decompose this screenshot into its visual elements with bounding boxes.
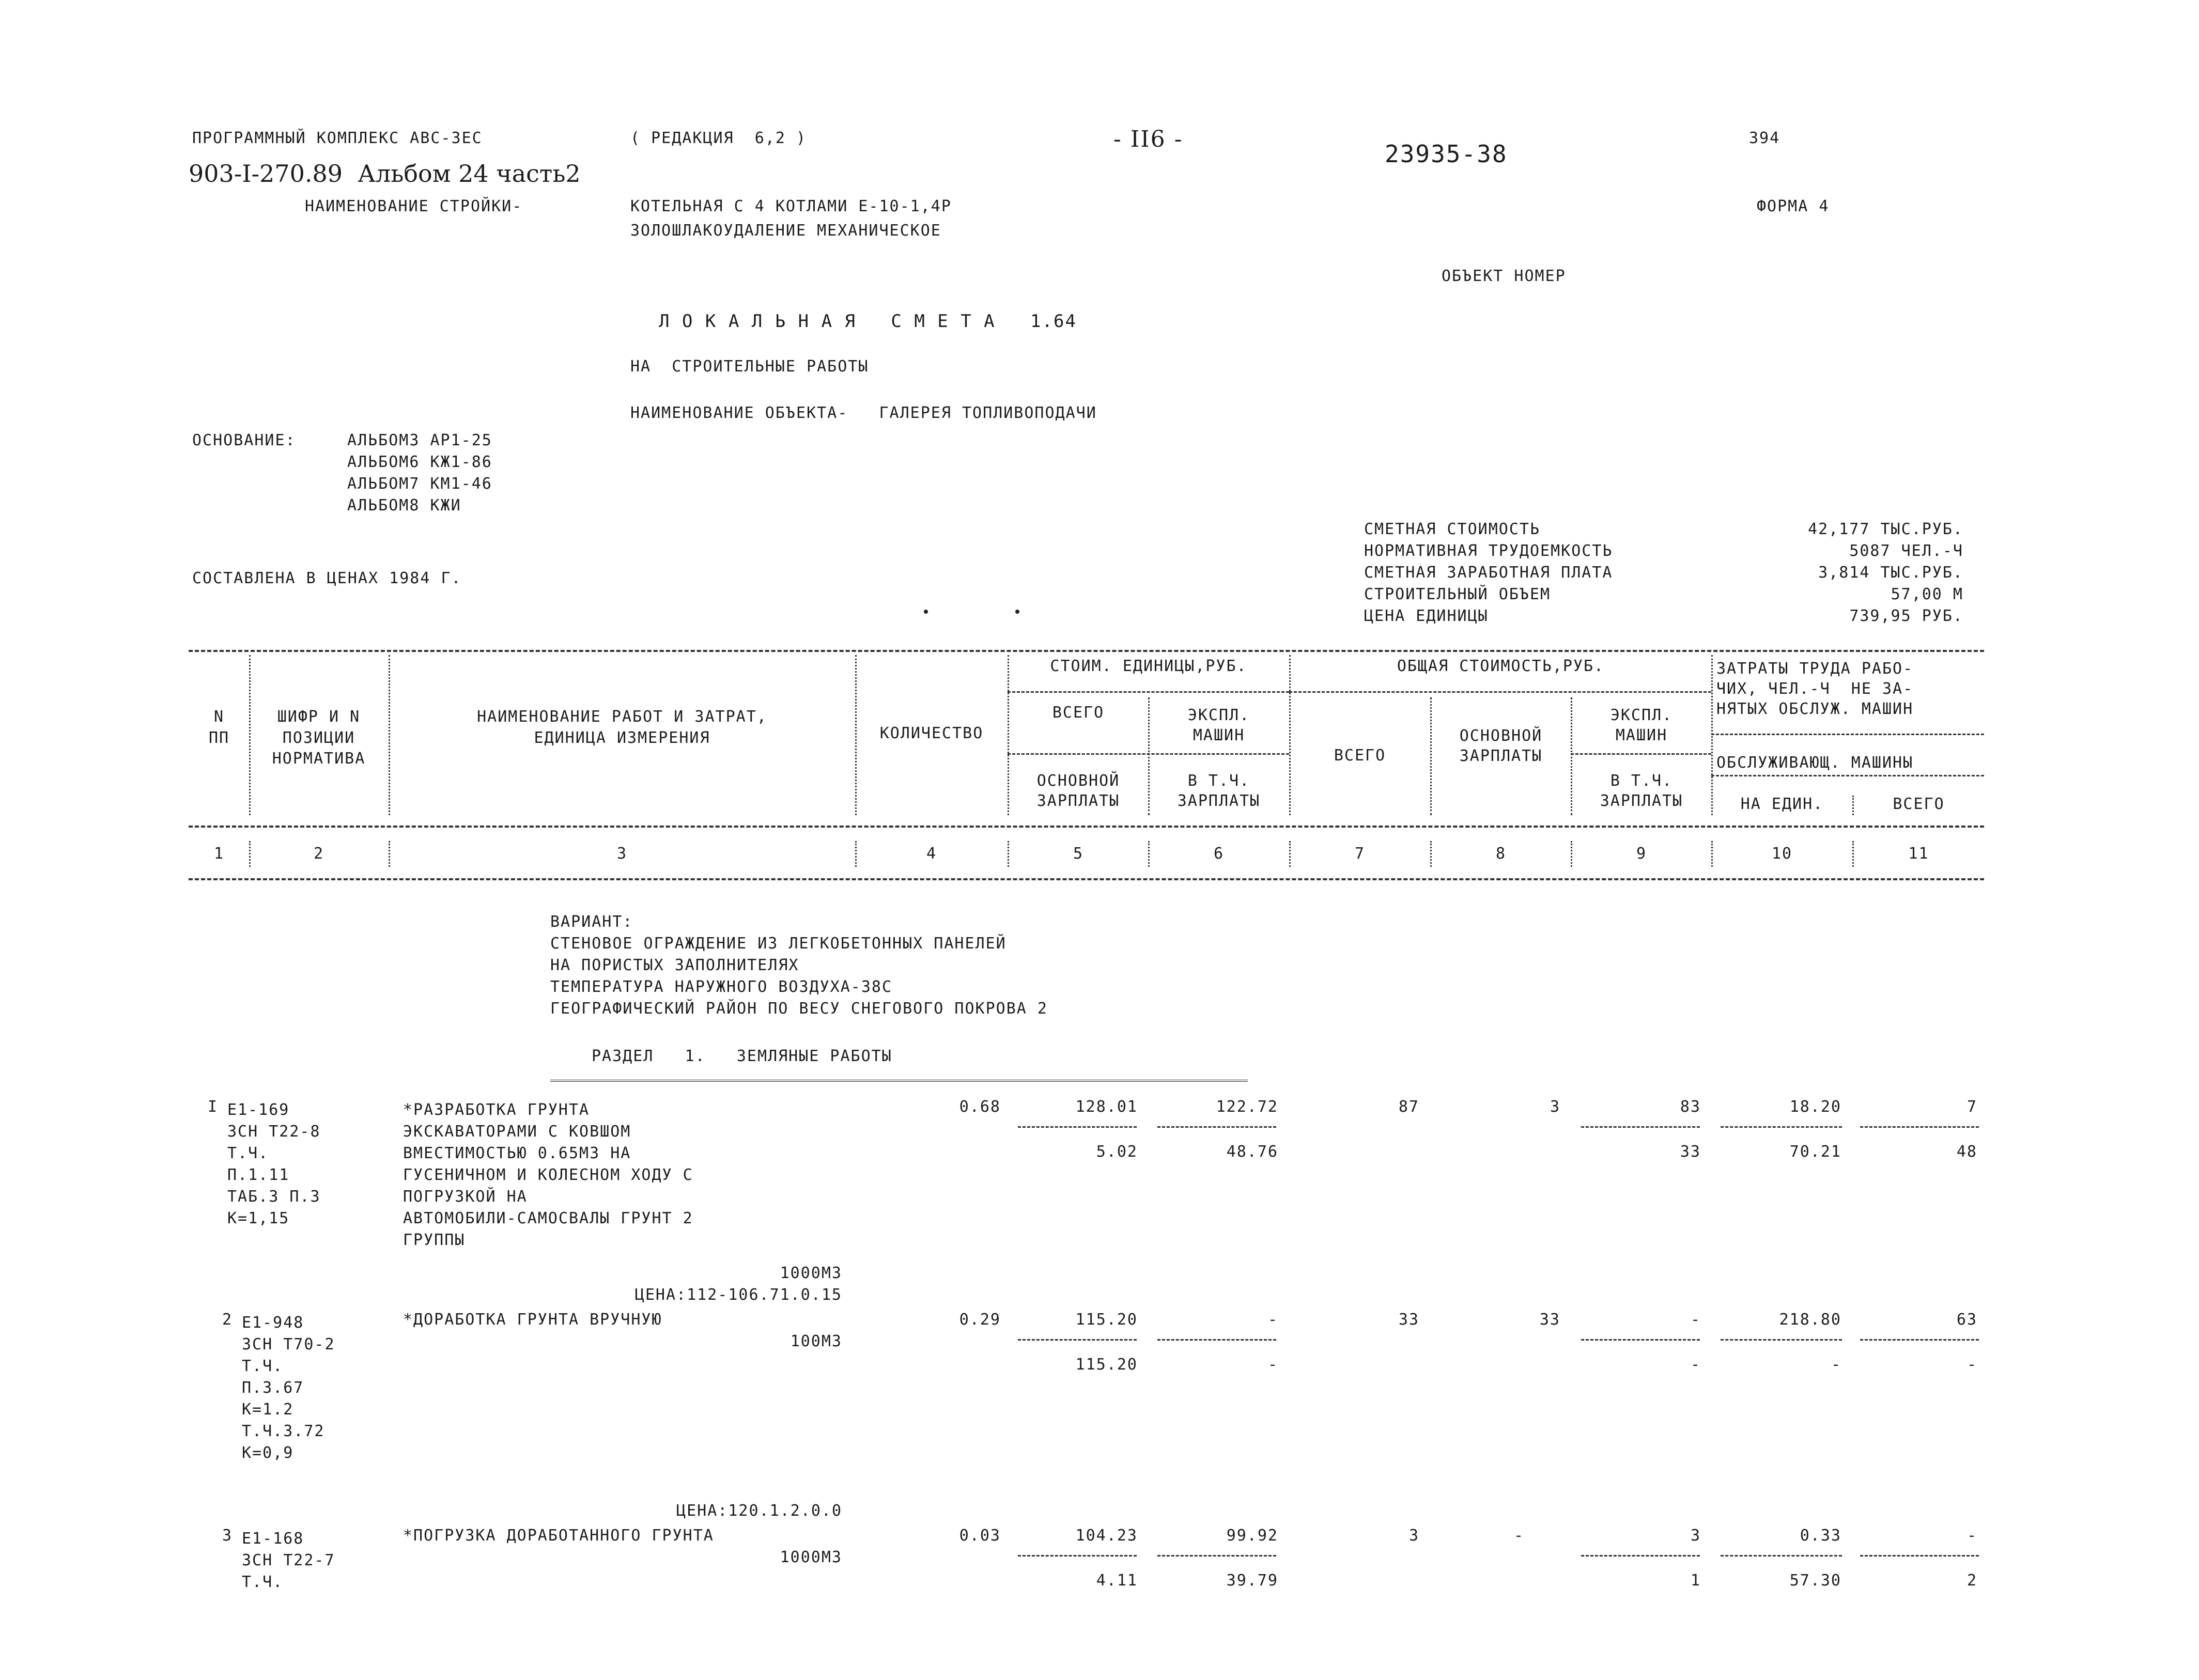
col-header-total-all: ВСЕГО: [1334, 746, 1386, 765]
column-separator: [1571, 841, 1572, 867]
column-number: 11: [1908, 845, 1929, 863]
header-subrule: [1711, 775, 1984, 776]
col-header-unit-total: ВСЕГО: [1052, 704, 1105, 722]
row-machine-labor-per-unit: 70.21: [1789, 1143, 1841, 1161]
column-number: 5: [1073, 845, 1084, 863]
col-header-total-basic-wage: ОСНОВНОЙ ЗАРПЛАТЫ: [1459, 727, 1543, 765]
row-unit-incl-wage: -: [1267, 1356, 1278, 1374]
col-header-labor-machines: ОБСЛУЖИВАЮЩ. МАШИНЫ: [1716, 754, 1914, 772]
column-separator: [855, 841, 857, 867]
summary-value: 739,95 РУБ.: [1849, 607, 1963, 625]
column-separator: [1711, 841, 1713, 867]
column-number: 3: [616, 845, 628, 863]
form-number: ФОРМА 4: [1757, 197, 1830, 215]
col-header-unit-incl-wage: В Т.Ч. ЗАРПЛАТЫ: [1177, 772, 1261, 810]
row-total-machines: -: [1690, 1311, 1701, 1329]
row-subline: [1860, 1339, 1979, 1341]
table-top-rule: [189, 650, 1984, 652]
header-subrule: [1008, 691, 1289, 693]
row-subline: [1157, 1126, 1276, 1128]
row-number: 2: [222, 1311, 233, 1329]
variant-line: ТЕМПЕРАТУРА НАРУЖНОГО ВОЗДУХА-38С: [550, 978, 893, 996]
row-total-incl-wage: 1: [1690, 1572, 1701, 1590]
album-reference: 903-I-270.89 Альбом 24 часть2: [189, 160, 581, 188]
row-machine-labor-all: 48: [1956, 1143, 1977, 1161]
row-subline: [1581, 1555, 1700, 1557]
construction-name-line1: КОТЕЛЬНАЯ С 4 КОТЛАМИ Е-10-1,4Р: [630, 197, 952, 215]
col-header-total-incl-wage: В Т.Ч. ЗАРПЛАТЫ: [1600, 772, 1683, 810]
construction-label: НАИМЕНОВАНИЕ СТРОЙКИ-: [305, 197, 523, 215]
row-subline: [1581, 1339, 1700, 1341]
row-total-machines: 3: [1690, 1527, 1701, 1545]
col-header-num: N ПП: [208, 708, 230, 747]
column-separator: [389, 841, 390, 867]
row-machine-labor-all: -: [1966, 1356, 1977, 1374]
header-subrule: [1711, 734, 1984, 735]
row-total-incl-wage: -: [1690, 1356, 1701, 1374]
col-header-unit-cost: СТОИМ. ЕДИНИЦЫ,РУБ.: [1050, 657, 1247, 675]
row-total: 33: [1398, 1311, 1419, 1329]
row-unit-basic-wage: 5.02: [1096, 1143, 1138, 1161]
construction-name-line2: ЗОЛОШЛАКОУДАЛЕНИЕ МЕХАНИЧЕСКОЕ: [630, 222, 941, 240]
row-code: Е1-168 ЗСН Т22-7 Т.Ч.: [242, 1530, 335, 1591]
summary-label: СТРОИТЕЛЬНЫЙ ОБЪЕМ: [1364, 585, 1551, 603]
row-unit-total: 104.23: [1075, 1527, 1138, 1545]
row-subline: [1018, 1126, 1137, 1128]
header-subrule: [1571, 753, 1711, 755]
summary-value: 5087 ЧЕЛ.-Ч: [1849, 542, 1963, 560]
column-separator: [1289, 841, 1291, 867]
row-unit-machines: 122.72: [1216, 1098, 1278, 1116]
column-number: 10: [1771, 845, 1793, 863]
column-separator: [1711, 655, 1713, 815]
col-header-code: ШИФР И N ПОЗИЦИИ НОРМАТИВА: [272, 708, 366, 768]
speck: [924, 610, 928, 614]
row-unit-total: 115.20: [1075, 1311, 1138, 1329]
row-labor-all: 63: [1956, 1311, 1977, 1329]
col-header-total-machines: ЭКСПЛ. МАШИН: [1610, 706, 1673, 744]
column-number: 1: [213, 845, 225, 863]
row-total-incl-wage: 33: [1680, 1143, 1701, 1161]
table-header-bottom-rule: [189, 878, 1984, 880]
page-number: - II6 -: [1113, 126, 1183, 152]
sheet-number: 394: [1749, 129, 1780, 147]
summary-value: 3,814 ТЫС.РУБ.: [1818, 564, 1963, 582]
row-unit-machines: 99.92: [1226, 1527, 1278, 1545]
row-unit-basic-wage: 4.11: [1096, 1572, 1138, 1590]
basis-item: АЛЬБОМ3 АР1-25: [347, 431, 492, 449]
row-subline: [1157, 1339, 1276, 1341]
column-separator: [1008, 841, 1009, 867]
table-mid-rule: [189, 826, 1984, 828]
basis-label: ОСНОВАНИЕ:: [192, 431, 296, 449]
column-number: 9: [1636, 845, 1647, 863]
row-total-machines: 83: [1680, 1098, 1701, 1116]
summary-label: НОРМАТИВНАЯ ТРУДОЕМКОСТЬ: [1364, 542, 1613, 560]
row-subline: [1860, 1126, 1979, 1128]
row-labor-all: -: [1966, 1527, 1977, 1545]
column-separator: [1430, 841, 1432, 867]
row-subline: [1721, 1126, 1842, 1128]
row-subline: [1018, 1555, 1137, 1557]
basis-item: АЛЬБОМ7 КМ1-46: [347, 475, 492, 493]
row-subline: [1581, 1126, 1700, 1128]
variant-label: ВАРИАНТ:: [550, 913, 633, 931]
row-total-basic-wage: -: [1513, 1527, 1524, 1545]
row-labor-per-unit: 0.33: [1800, 1527, 1841, 1545]
row-total: 3: [1408, 1527, 1419, 1545]
row-machine-labor-per-unit: 57.30: [1789, 1572, 1841, 1590]
summary-value: 57,00 М: [1891, 585, 1963, 603]
basis-item: АЛЬБОМ8 КЖИ: [347, 496, 461, 515]
header-subrule: [1289, 691, 1711, 693]
row-description: *ДОРАБОТКА ГРУНТА ВРУЧНУЮ: [403, 1311, 662, 1329]
row-machine-labor-all: 2: [1966, 1572, 1977, 1590]
works-type: НА СТРОИТЕЛЬНЫЕ РАБОТЫ: [630, 357, 869, 376]
column-number: 6: [1213, 845, 1225, 863]
row-subline: [1157, 1555, 1276, 1557]
row-subline: [1018, 1339, 1137, 1341]
column-number: 2: [313, 845, 324, 863]
row-subline: [1721, 1555, 1842, 1557]
col-header-total-cost: ОБЩАЯ СТОИМОСТЬ,РУБ.: [1397, 657, 1605, 675]
row-unit-incl-wage: 48.76: [1226, 1143, 1278, 1161]
row-labor-per-unit: 18.20: [1789, 1098, 1841, 1116]
column-number: 7: [1354, 845, 1366, 863]
row-unit: 100М3: [790, 1332, 842, 1350]
column-separator: [1289, 655, 1291, 815]
row-labor-all: 7: [1966, 1098, 1977, 1116]
column-separator: [1148, 841, 1150, 867]
row-subline: [1860, 1555, 1979, 1557]
row-price-code: ЦЕНА:120.1.2.0.0: [676, 1502, 842, 1520]
row-unit-incl-wage: 39.79: [1226, 1572, 1278, 1590]
speck: [1015, 610, 1019, 614]
row-description: *ПОГРУЗКА ДОРАБОТАННОГО ГРУНТА: [403, 1527, 714, 1545]
row-unit-total: 128.01: [1075, 1098, 1138, 1116]
column-number: 4: [926, 845, 937, 863]
object-number-label: ОБЪЕКТ НОМЕР: [1442, 267, 1566, 285]
col-header-unit-basic-wage: ОСНОВНОЙ ЗАРПЛАТЫ: [1036, 772, 1120, 810]
document-title: Л О К А Л Ь Н А Я С М Е Т А 1.64: [659, 311, 1077, 332]
section-underline: [550, 1080, 1248, 1082]
row-labor-per-unit: 218.80: [1779, 1311, 1841, 1329]
row-subline: [1721, 1339, 1842, 1341]
price-base: СОСТАВЛЕНА В ЦЕНАХ 1984 Г.: [192, 569, 462, 587]
column-number: 8: [1495, 845, 1507, 863]
summary-label: ЦЕНА ЕДИНИЦЫ: [1364, 607, 1489, 625]
row-quantity: 0.29: [959, 1311, 1001, 1329]
col-header-unit-machines: ЭКСПЛ. МАШИН: [1187, 706, 1250, 744]
row-machine-labor-per-unit: -: [1831, 1356, 1841, 1374]
object-name: НАИМЕНОВАНИЕ ОБЪЕКТА- ГАЛЕРЕЯ ТОПЛИВОПОДАЧИ: [630, 404, 1097, 422]
column-separator: [1852, 841, 1854, 867]
header-subrule: [1008, 753, 1289, 755]
row-price-code: ЦЕНА:112-106.71.0.15: [634, 1286, 842, 1304]
row-quantity: 0.03: [959, 1527, 1001, 1545]
program-name: ПРОГРАММНЫЙ КОМПЛЕКС АВС-ЗЕС: [192, 129, 483, 147]
col-header-labor: ЗАТРАТЫ ТРУДА РАБО- ЧИХ, ЧЕЛ.-Ч НЕ ЗА- НЯТЫХ ОБСЛУЖ. МАШИН: [1716, 660, 1914, 718]
edition: ( РЕДАКЦИЯ 6,2 ): [630, 129, 807, 147]
row-code: Е1-169 ЗСН Т22-8 Т.Ч. П.1.11 ТАБ.3 П.3 К=1,15: [227, 1101, 321, 1227]
variant-line: НА ПОРИСТЫХ ЗАПОЛНИТЕЛЯХ: [550, 956, 799, 974]
document-number: 23935-38: [1385, 140, 1508, 168]
col-header-per-unit: НА ЕДИН.: [1740, 795, 1824, 813]
row-unit-machines: -: [1267, 1311, 1278, 1329]
row-unit: 1000М3: [780, 1548, 842, 1566]
col-header-all: ВСЕГО: [1893, 795, 1945, 813]
section-title: РАЗДЕЛ 1. ЗЕМЛЯНЫЕ РАБОТЫ: [592, 1047, 892, 1065]
summary-label: СМЕТНАЯ СТОИМОСТЬ: [1364, 520, 1541, 538]
row-unit-basic-wage: 115.20: [1075, 1356, 1138, 1374]
column-separator: [249, 841, 251, 867]
variant-line: СТЕНОВОЕ ОГРАЖДЕНИЕ ИЗ ЛЕГКОБЕТОННЫХ ПАНЕЛЕЙ: [550, 935, 1006, 953]
row-total-basic-wage: 33: [1539, 1311, 1560, 1329]
variant-line: ГЕОГРАФИЧЕСКИЙ РАЙОН ПО ВЕСУ СНЕГОВОГО ПОКРОВА 2: [550, 1000, 1048, 1018]
row-total: 87: [1398, 1098, 1419, 1116]
col-header-quantity: КОЛИЧЕСТВО: [879, 724, 984, 742]
summary-value: 42,177 ТЫС.РУБ.: [1808, 520, 1963, 538]
row-code: Е1-948 ЗСН Т70-2 Т.Ч. П.3.67 К=1.2 Т.Ч.3.72 К=0,9: [242, 1314, 335, 1462]
row-quantity: 0.68: [959, 1098, 1001, 1116]
summary-label: СМЕТНАЯ ЗАРАБОТНАЯ ПЛАТА: [1364, 564, 1613, 582]
row-number: 3: [222, 1527, 233, 1545]
row-number: I: [208, 1098, 219, 1116]
row-total-basic-wage: 3: [1550, 1098, 1560, 1116]
basis-item: АЛЬБОМ6 КЖ1-86: [347, 453, 492, 471]
row-description: *РАЗРАБОТКА ГРУНТА ЭКСКАВАТОРАМИ С КОВШОМ ВМЕСТИМОСТЬЮ 0.65М3 НА ГУСЕНИЧНОМ И КОЛЕСНОМ ХОДУ С ПОГРУЗКОЙ НА АВТОМОБИЛИ-САМОСВАЛЫ ГРУНТ 2 ГРУППЫ: [403, 1101, 693, 1249]
col-header-description: НАИМЕНОВАНИЕ РАБОТ И ЗАТРАТ, ЕДИНИЦА ИЗМЕРЕНИЯ: [477, 708, 767, 747]
row-unit: 1000М3: [780, 1264, 842, 1282]
